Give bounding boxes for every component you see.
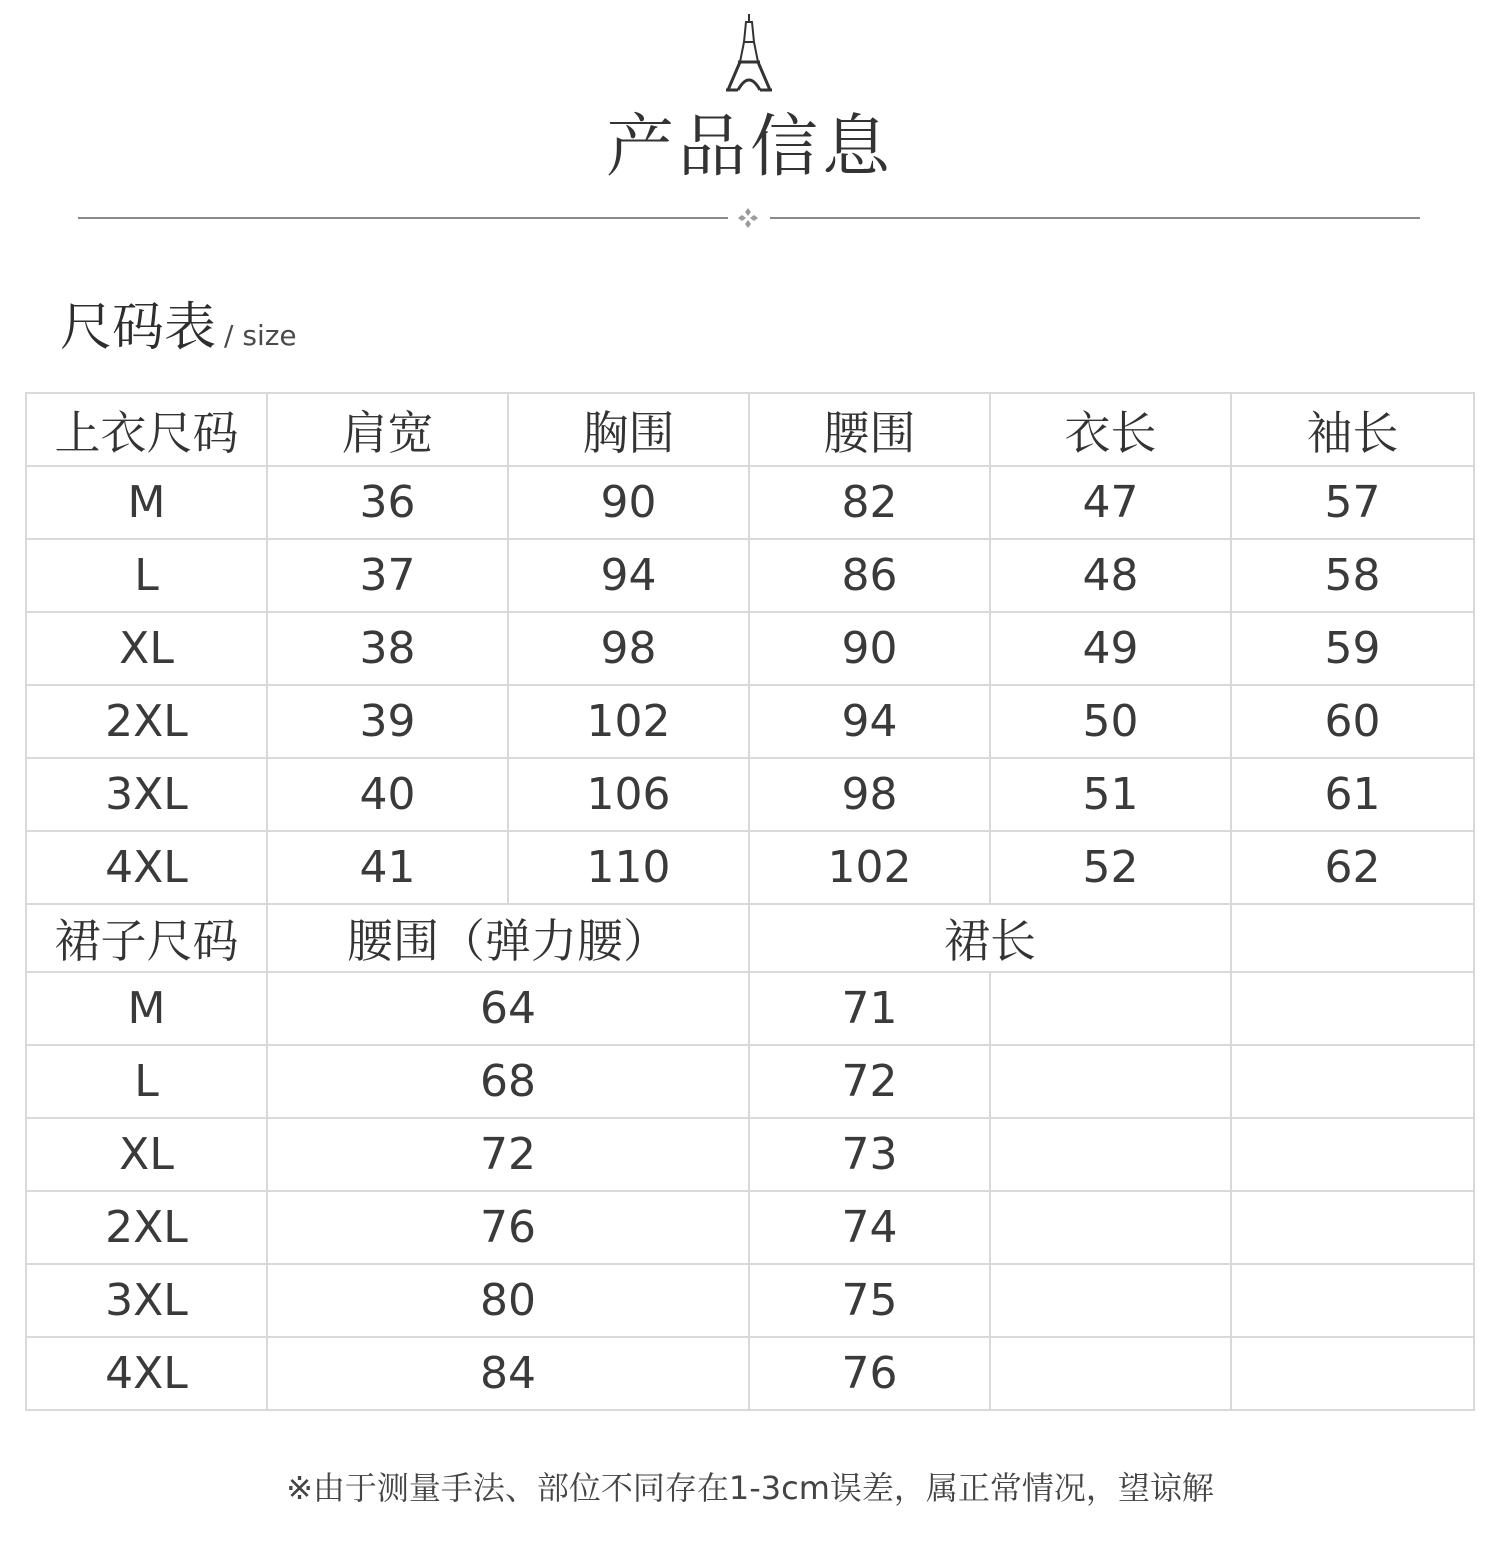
empty-cell: [990, 972, 1231, 1045]
section-title: 尺码表: [60, 298, 217, 358]
table-cell: 76: [749, 1337, 990, 1410]
top-header-cell: 胸围: [508, 393, 749, 466]
size-cell: M: [26, 466, 267, 539]
table-cell: 40: [267, 758, 508, 831]
page-title: 产品信息: [605, 108, 894, 187]
table-cell: 58: [1231, 539, 1474, 612]
skirt-header-cell: 腰围（弹力腰）: [267, 904, 749, 972]
skirt-header-row: [26, 904, 1474, 972]
empty-cell: [1231, 1191, 1474, 1264]
table-cell: 59: [1231, 612, 1474, 685]
table-cell: 90: [749, 612, 990, 685]
empty-cell: [990, 1337, 1231, 1410]
top-header-row: [26, 393, 1474, 466]
table-cell: 39: [267, 685, 508, 758]
size-table: [25, 392, 1475, 1411]
table-cell: 52: [990, 831, 1231, 904]
empty-cell: [990, 1264, 1231, 1337]
table-cell: 72: [267, 1118, 749, 1191]
table-cell: 41: [267, 831, 508, 904]
size-cell: XL: [26, 1118, 267, 1191]
empty-cell: [1231, 1118, 1474, 1191]
table-cell: 48: [990, 539, 1231, 612]
divider-left: [78, 217, 728, 219]
table-cell: 98: [749, 758, 990, 831]
table-row: [26, 758, 1474, 831]
table-cell: 57: [1231, 466, 1474, 539]
empty-cell: [990, 1191, 1231, 1264]
table-cell: 74: [749, 1191, 990, 1264]
size-cell: L: [26, 1045, 267, 1118]
table-row: [26, 685, 1474, 758]
table-row: [26, 1264, 1474, 1337]
size-cell: XL: [26, 612, 267, 685]
table-cell: 47: [990, 466, 1231, 539]
size-cell: M: [26, 972, 267, 1045]
table-cell: 75: [749, 1264, 990, 1337]
size-cell: 3XL: [26, 1264, 267, 1337]
table-cell: 86: [749, 539, 990, 612]
divider-right: [770, 217, 1420, 219]
table-row: [26, 1337, 1474, 1410]
eiffel-tower-icon: [724, 14, 774, 92]
top-header-cell: 上衣尺码: [26, 393, 267, 466]
table-row: [26, 612, 1474, 685]
empty-cell: [1231, 972, 1474, 1045]
table-cell: 94: [749, 685, 990, 758]
table-row: [26, 972, 1474, 1045]
section-heading: [60, 296, 297, 360]
table-cell: 73: [749, 1118, 990, 1191]
table-cell: 94: [508, 539, 749, 612]
table-cell: 38: [267, 612, 508, 685]
empty-cell: [1231, 904, 1474, 972]
table-cell: 72: [749, 1045, 990, 1118]
table-row: [26, 539, 1474, 612]
size-cell: 4XL: [26, 831, 267, 904]
section-subtitle: / size: [224, 319, 297, 352]
size-cell: 2XL: [26, 1191, 267, 1264]
empty-cell: [1231, 1045, 1474, 1118]
table-cell: 106: [508, 758, 749, 831]
table-row: [26, 1118, 1474, 1191]
table-cell: 51: [990, 758, 1231, 831]
table-row: [26, 466, 1474, 539]
table-row: [26, 1191, 1474, 1264]
table-cell: 64: [267, 972, 749, 1045]
table-row: [26, 831, 1474, 904]
table-cell: 61: [1231, 758, 1474, 831]
table-cell: 36: [267, 466, 508, 539]
top-header-cell: 衣长: [990, 393, 1231, 466]
size-cell: L: [26, 539, 267, 612]
table-cell: 50: [990, 685, 1231, 758]
skirt-header-cell: 裙长: [749, 904, 1231, 972]
empty-cell: [990, 1118, 1231, 1191]
top-header-cell: 袖长: [1231, 393, 1474, 466]
table-cell: 90: [508, 466, 749, 539]
top-header-cell: 肩宽: [267, 393, 508, 466]
top-header-cell: 腰围: [749, 393, 990, 466]
table-cell: 84: [267, 1337, 749, 1410]
table-cell: 60: [1231, 685, 1474, 758]
table-cell: 49: [990, 612, 1231, 685]
table-cell: 76: [267, 1191, 749, 1264]
table-row: [26, 1045, 1474, 1118]
diamond-ornament-icon: [736, 206, 760, 230]
table-cell: 62: [1231, 831, 1474, 904]
table-cell: 98: [508, 612, 749, 685]
empty-cell: [1231, 1337, 1474, 1410]
table-cell: 68: [267, 1045, 749, 1118]
size-cell: 4XL: [26, 1337, 267, 1410]
size-cell: 3XL: [26, 758, 267, 831]
table-cell: 82: [749, 466, 990, 539]
measurement-note: ※由于测量手法、部位不同存在1-3cm误差，属正常情况，望谅解: [286, 1469, 1214, 1507]
table-cell: 71: [749, 972, 990, 1045]
table-cell: 102: [508, 685, 749, 758]
table-cell: 110: [508, 831, 749, 904]
skirt-header-cell: 裙子尺码: [26, 904, 267, 972]
empty-cell: [990, 1045, 1231, 1118]
size-cell: 2XL: [26, 685, 267, 758]
table-cell: 80: [267, 1264, 749, 1337]
table-cell: 102: [749, 831, 990, 904]
empty-cell: [1231, 1264, 1474, 1337]
table-cell: 37: [267, 539, 508, 612]
